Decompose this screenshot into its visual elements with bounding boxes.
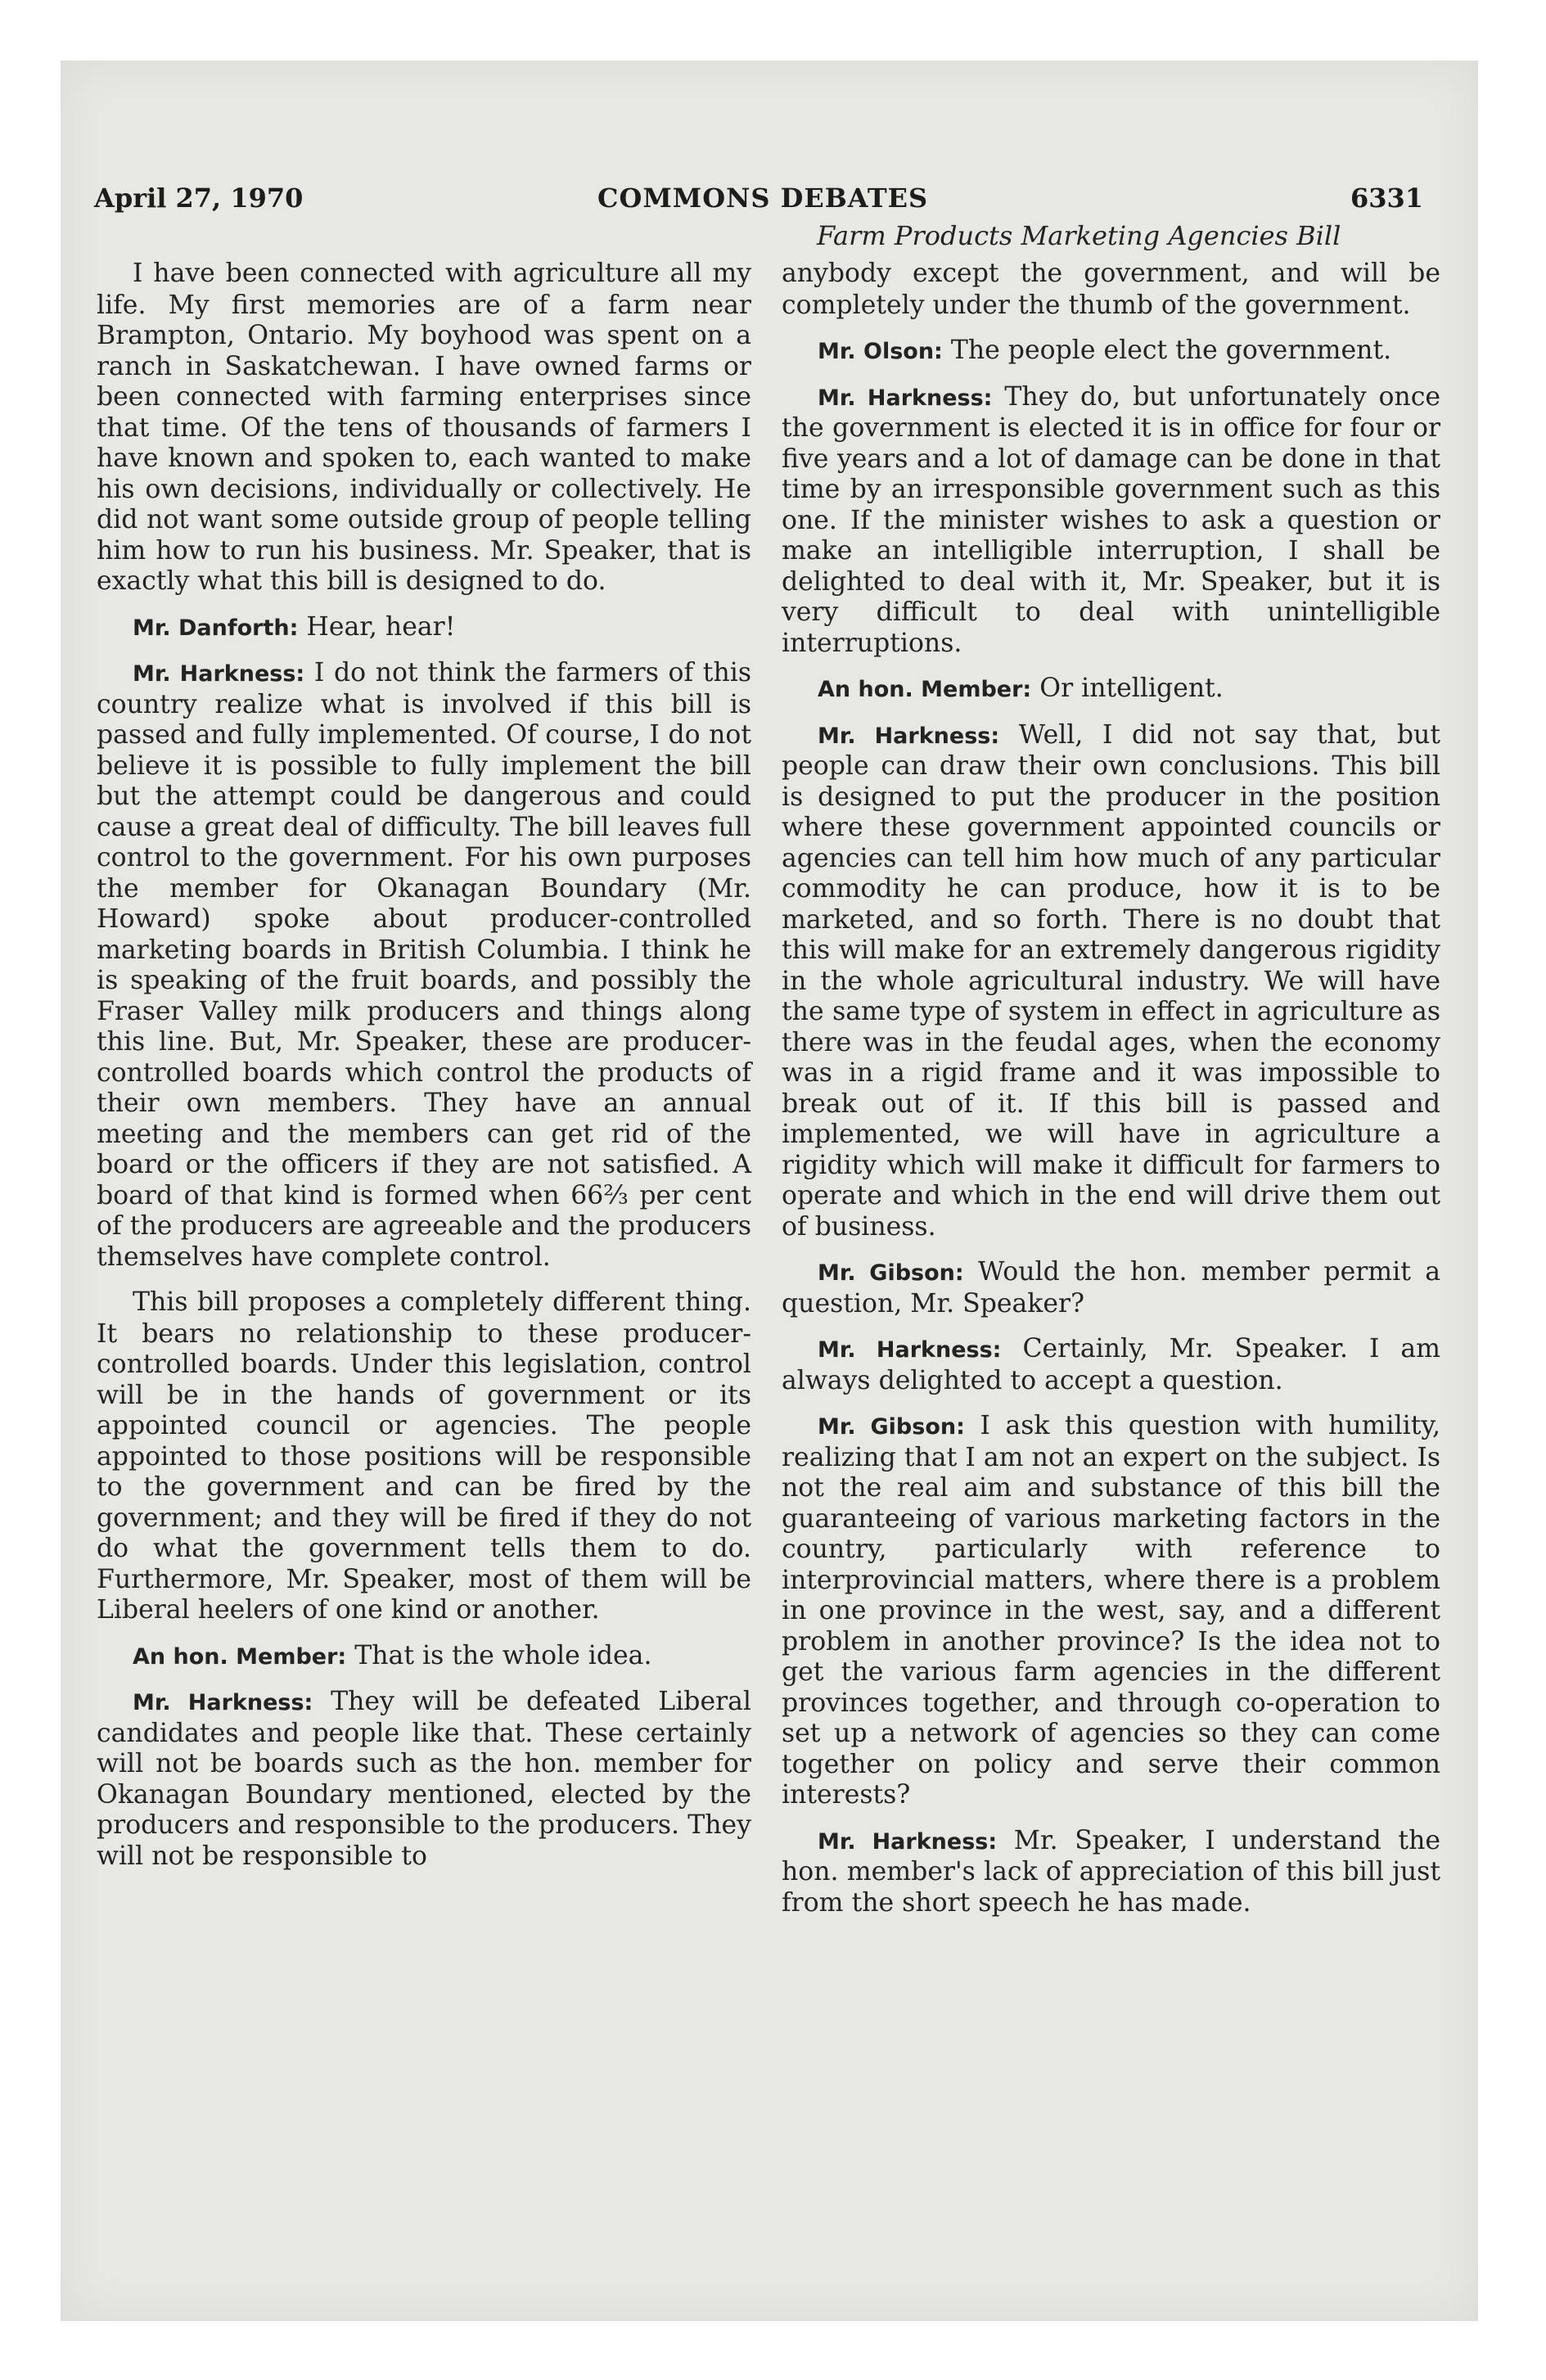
speaker-name: Mr. Harkness: xyxy=(818,385,993,411)
speaker-name: Mr. Gibson: xyxy=(818,1414,965,1440)
paragraph xyxy=(97,658,751,1273)
left-column xyxy=(97,259,751,1886)
speaker-name: An hon. Member: xyxy=(133,1643,347,1670)
speaker-name: Mr. Harkness: xyxy=(818,1337,1002,1363)
paragraph xyxy=(97,1287,751,1626)
speaker-name: An hon. Member: xyxy=(818,677,1032,702)
speaker-name: Mr. Gibson: xyxy=(818,1260,964,1286)
paragraph xyxy=(782,1411,1440,1811)
paragraph-text: Would the hon. member permit a question, Mr. Speaker? xyxy=(782,1257,1440,1318)
paragraph xyxy=(97,259,751,597)
paragraph-text: Mr. Speaker, I understand the hon. member's lack of appreciation of this bill just from the short speech he has made. xyxy=(782,1825,1440,1918)
header-date: April 27, 1970 xyxy=(94,183,304,214)
paragraph-text: I do not think the farmers of this country realize what is involved if this bill is passed and fully implemented. Of course, I do not believe it is possible to fully implement the bill but the attempt could be dangerous and could cause a great deal of difficulty. The bill leaves full control to the government. For his own purposes the member for Okanagan Boundary (Mr. Howard) spoke about producer-controlled marketing boards in British Columbia. I think he is speaking of the fruit boards, and possibly the Fraser Valley milk producers and things along this line. But, Mr. Speaker, these are producer-controlled boards which control the products of their own members. They have an annual meeting and the members can get rid of the board or the officers if they are not satisfied. A board of that kind is formed when 66⅔ per cent of the producers are agreeable and the producers themselves have complete control. xyxy=(97,658,751,1272)
speaker-name: Mr. Danforth: xyxy=(133,615,299,641)
paragraph xyxy=(782,1257,1440,1319)
paragraph-text: That is the whole idea. xyxy=(354,1640,652,1670)
paragraph-text: The people elect the government. xyxy=(950,336,1392,365)
paragraph-text: They will be defeated Liberal candidates and people like that. These certainly will not be boards such as the hon. member for Okanagan Boundary mentioned, elected by the producers and responsible to the producers. They will not be responsible to xyxy=(97,1687,752,1871)
paragraph xyxy=(97,1687,751,1872)
paragraph-text: Or intelligent. xyxy=(1039,674,1224,703)
paragraph-text: Certainly, Mr. Speaker. I am always delighted to accept a question. xyxy=(782,1334,1440,1395)
right-column xyxy=(782,259,1440,1933)
header-page-number: 6331 xyxy=(1350,183,1423,214)
paragraph xyxy=(782,336,1440,367)
header-title: COMMONS DEBATES xyxy=(597,183,929,214)
paragraph-text: They do, but unfortunately once the government is elected it is in office for four or five years and a lot of damage can be done in that time by an irresponsible government such as this one. If the minister wishes to ask a question or make an intelligible interruption, I shall be delighted to deal with it, Mr. Speaker, but it is very difficult to deal with unintelligible interruptions. xyxy=(782,381,1440,658)
speaker-name: Mr. Harkness: xyxy=(133,1690,313,1715)
paragraph xyxy=(97,612,751,644)
paragraph xyxy=(782,382,1440,660)
paragraph xyxy=(782,259,1440,321)
paragraph-text: I have been connected with agriculture all my life. My first memories are of a farm near Brampton, Ontario. My boyhood was spent on a ranch in Saskatchewan. I have owned farms or been connected with farming enterprises since that time. Of the tens of thousands of farmers I have known and spoken to, each wanted to make his own decisions, individually or collectively. He did not want some outside group of people telling him how to run his business. Mr. Speaker, that is exactly what this bill is designed to do. xyxy=(97,259,751,596)
paragraph-text: Well, I did not say that, but people can draw their own conclusions. This bill is designed to put the producer in the position where these government appointed councils or agencies can tell him how much of any particular commodity he can produce, how it is to be marketed, and so forth. There is no doubt that this will make for an extremely dangerous rigidity in the whole agricultural industry. We will have the same type of system in effect in agriculture as there was in the feudal ages, when the economy was in a rigid frame and it was impossible to break out of it. If this bill is passed and implemented, we will have in agriculture a rigidity which will make it difficult for farmers to operate and which in the end will drive them out of business. xyxy=(782,719,1440,1242)
paragraph xyxy=(782,720,1440,1243)
speaker-name: Mr. Harkness: xyxy=(818,723,1000,749)
paragraph-text: This bill proposes a completely different thing. It bears no relationship to these producer-controlled boards. Under this legislation, control will be in the hands of government or its appointed council or agencies. The people appointed to those positions will be responsible to the government and can be fired by the government; and they will be fired if they do not do what the government tells them to do. Furthermore, Mr. Speaker, most of them will be Liberal heelers of one kind or another. xyxy=(97,1287,751,1625)
paragraph xyxy=(782,1334,1440,1396)
paragraph xyxy=(782,674,1440,705)
paragraph xyxy=(97,1641,751,1673)
running-subtitle: Farm Products Marketing Agencies Bill xyxy=(817,220,1341,251)
paragraph xyxy=(782,1826,1440,1919)
paragraph-text: I ask this question with humility, realizing that I am not an expert on the subject. Is not the real aim and substance of this bill the guaranteeing of various marketing factors in the country, particularly with reference to interprovincial matters, where there is a problem in one province in the west, say, and a different problem in another province? Is the idea not to get the various farm agencies in the different provinces together, and through co-operation to set up a network of agencies so they can come together on policy and serve their common interests? xyxy=(782,1411,1441,1810)
speaker-name: Mr. Olson: xyxy=(818,339,943,364)
speaker-name: Mr. Harkness: xyxy=(133,661,305,687)
paragraph-text: Hear, hear! xyxy=(306,611,456,642)
speaker-name: Mr. Harkness: xyxy=(818,1828,998,1855)
paragraph-text: anybody except the government, and will be completely under the thumb of the government. xyxy=(782,259,1440,320)
